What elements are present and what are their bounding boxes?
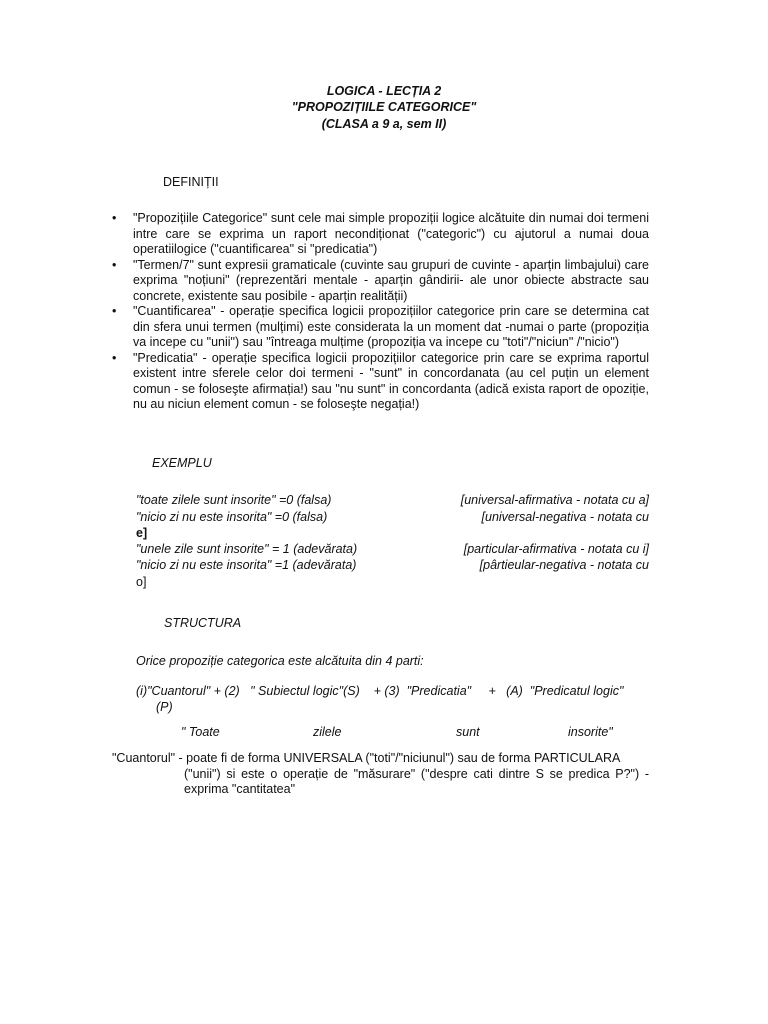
- cuantor-definition-rest: ("unii") si este o operație de "măsurare" ("despre cati dintre S se predica P?") - exprima "cantitatea": [184, 766, 649, 796]
- definition-text: "Predicatia" - operație specifica logicii propozițiilor categorice prin care se exprima raportul existent intre sferele celor doi termeni - "sunt" in concordanata (au cel puțin un element comun - se foloseşte afirmația!) sau "nu sunt" in concordanta (adică exista raport de opoziție, nu au niciun element comun - se foloseşte negația!): [133, 350, 649, 411]
- definition-item: [112, 351, 649, 413]
- structure-formula-cont: (P): [156, 700, 173, 714]
- structure-intro: Orice propoziție categorica este alcătuita din 4 parti:: [136, 654, 424, 668]
- structure-example-predication: sunt: [456, 725, 480, 739]
- definitions-list: [112, 211, 649, 413]
- example-type: [universal-negativa - notata cu: [481, 510, 649, 524]
- bullet-icon: •: [112, 304, 117, 318]
- lesson-title: LOGICA - LECȚIA 2: [326, 84, 442, 98]
- cuantor-definition-first: "Cuantorul" - poate fi de forma UNIVERSALA ("toti"/"niciunul") sau de forma PARTICULARA: [112, 751, 621, 765]
- example-proposition: "nicio zi nu este insorita" =0 (falsa): [136, 510, 328, 524]
- example-proposition: "toate zilele sunt insorite" =0 (falsa): [136, 493, 332, 507]
- structure-example-subject: zilele: [313, 725, 342, 739]
- definition-item: [112, 304, 649, 351]
- definitions-heading: DEFINIȚII: [163, 175, 219, 189]
- definition-text: "Termen/7" sunt expresii gramaticale (cuvinte sau grupuri de cuvinte - aparțin limbajului) care exprima "noțiuni" (reprezentări mentale - aparțin gândirii- ale unor obiecte abstracte sau concrete, existente sau posibile - aparțin realității): [133, 257, 649, 303]
- definition-item: [112, 258, 649, 305]
- example-proposition: "nicio zi nu este insorita" =1 (adevărata): [136, 558, 357, 572]
- definition-text: "Propozițiile Categorice" sunt cele mai simple propoziții logice alcătuite din numai doi termeni intre care se exprima un raport necondiționat ("categoric") cu ajutorul a numai doua operatiilogice ("cuantificarea" si "predicatia"): [133, 211, 649, 256]
- example-heading: EXEMPLU: [152, 456, 212, 470]
- example-proposition: "unele zile sunt insorite" = 1 (adevărata): [136, 542, 358, 556]
- cuantor-definition: [112, 751, 649, 798]
- bullet-icon: •: [112, 257, 117, 272]
- lesson-subtitle: "PROPOZIȚIILE CATEGORICE": [291, 100, 477, 114]
- lesson-class: (CLASA a 9 a, sem II): [321, 117, 447, 131]
- structure-heading: STRUCTURA: [164, 616, 242, 630]
- structure-example-predicate: insorite": [568, 725, 613, 739]
- definition-text: "Cuantificarea" - operație specifica logicii propozițiilor categorice prin care se determina cat din sfera unui termen (mulțimi) este considerata la un moment dat -numai o parte (propoziția va incepe cu "unii") sau "întreaga mulțime (propoziția va incepe cu "toti"/"niciun" /"nicio"): [133, 304, 649, 349]
- definition-item: [112, 211, 649, 258]
- structure-formula: (i)"Cuantorul" + (2) " Subiectul logic"(S) + (3) "Predicatia" + (A) "Predicatul logic": [136, 684, 624, 698]
- example-type-tail: e]: [136, 526, 148, 540]
- example-type: [pârtieular-negativa - notata cu: [479, 558, 649, 572]
- structure-example-quantifier: " Toate: [181, 725, 220, 739]
- bullet-icon: •: [112, 350, 117, 365]
- example-type: [particular-afirmativa - notata cu i]: [463, 542, 649, 556]
- bullet-icon: •: [112, 211, 117, 225]
- example-type-tail: o]: [136, 575, 147, 589]
- example-type: [universal-afirmativa - notata cu a]: [460, 493, 649, 507]
